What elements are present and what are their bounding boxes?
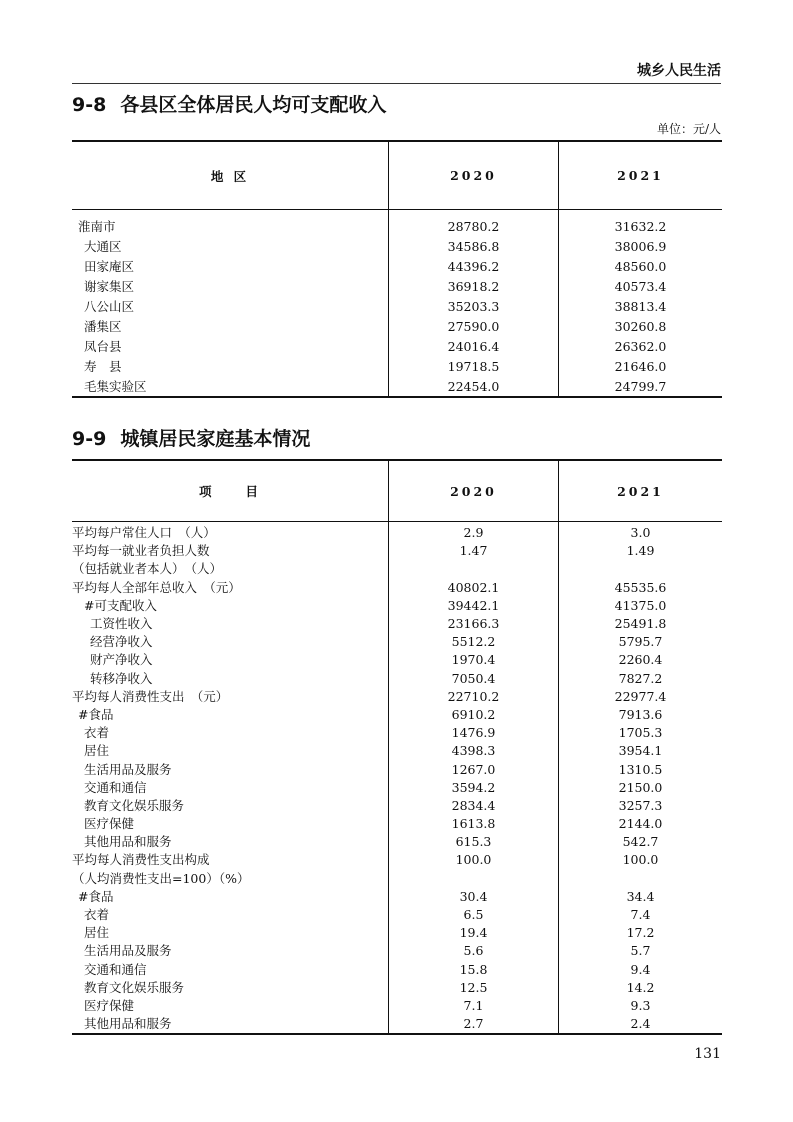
table-row: [72, 336, 722, 356]
value-2020: 2.7: [389, 1015, 559, 1034]
value-2021: 5.7: [630, 943, 651, 959]
table1-number: 9-8: [72, 94, 107, 116]
table-row: [72, 742, 722, 760]
value-2020: 5.6: [389, 942, 559, 960]
value-2021: 7827.2: [618, 670, 663, 686]
table-row: [72, 356, 722, 376]
table1-unit: 单位：元/人: [656, 122, 721, 136]
value-2021: 38006.9: [614, 238, 667, 254]
table-row: [72, 651, 722, 669]
row-label: 平均每一就业者负担人数: [72, 542, 389, 560]
table-row: [72, 997, 722, 1015]
table-row: [72, 851, 722, 869]
row-label: 工资性收入: [72, 615, 389, 633]
value-2020: 40802.1: [389, 579, 559, 597]
value-2020: 24016.4: [389, 336, 559, 356]
table-row: [72, 316, 722, 336]
value-2020: 19718.5: [389, 356, 559, 376]
value-2020: 36918.2: [389, 276, 559, 296]
table-row: [72, 597, 722, 615]
value-2020: 5512.2: [389, 633, 559, 651]
value-2020: 7.1: [389, 997, 559, 1015]
table-row: [72, 815, 722, 833]
table-row: [72, 724, 722, 742]
row-label: 平均每人全部年总收入 （元）: [72, 579, 389, 597]
row-label: 平均每人消费性支出构成: [72, 851, 389, 869]
value-2020: 22454.0: [389, 376, 559, 397]
table-row: [72, 615, 722, 633]
table1-title: [72, 90, 386, 117]
row-label: 转移净收入: [72, 670, 389, 688]
value-2020: 30.4: [389, 888, 559, 906]
value-2021: 22977.4: [614, 688, 667, 704]
value-2020: 6.5: [389, 906, 559, 924]
table2-col-item: 项 目: [72, 460, 389, 522]
value-2020: 2834.4: [389, 797, 559, 815]
table2-title: [72, 424, 310, 451]
section-header: 城乡人民生活: [637, 63, 721, 79]
value-2021: 30260.8: [614, 318, 667, 334]
value-2021: 45535.6: [614, 579, 667, 595]
table2-col-2021: 2021: [559, 460, 723, 522]
table-row: [72, 779, 722, 797]
row-label: 其他用品和服务: [72, 1015, 389, 1034]
value-2021: 3954.1: [618, 743, 663, 759]
table2: [72, 459, 722, 1035]
table-row: [72, 296, 722, 316]
table2-body: [72, 522, 722, 1035]
value-2020: 15.8: [389, 961, 559, 979]
row-label: 交通和通信: [72, 961, 389, 979]
value-2021: 31632.2: [614, 218, 667, 234]
table1: [72, 140, 722, 398]
table2-title-text: 城镇居民家庭基本情况: [120, 428, 311, 450]
row-label: 生活用品及服务: [72, 942, 389, 960]
row-label: 淮南市: [72, 210, 389, 237]
table-row: [72, 256, 722, 276]
table-row: [72, 888, 722, 906]
value-2020: 1.47: [389, 542, 559, 560]
table1-col-2021: 2021: [559, 141, 723, 210]
value-2020: 22710.2: [389, 688, 559, 706]
value-2021: 9.3: [630, 997, 651, 1013]
table-row: [72, 942, 722, 960]
table-row: [72, 1015, 722, 1034]
value-2021: 3.0: [630, 525, 651, 541]
table-row: [72, 924, 722, 942]
value-2020: 3594.2: [389, 779, 559, 797]
row-label: 其他用品和服务: [72, 833, 389, 851]
value-2020: 1267.0: [389, 760, 559, 778]
value-2020: 7050.4: [389, 670, 559, 688]
value-2021: 41375.0: [614, 597, 667, 613]
table-row: [72, 522, 722, 543]
table-row: [72, 906, 722, 924]
row-label: 居住: [72, 924, 389, 942]
table-row: [72, 688, 722, 706]
row-label: （人均消费性支出=100）（%）: [72, 870, 389, 888]
value-2021: 100.0: [622, 852, 659, 868]
row-label: 谢家集区: [72, 276, 389, 296]
row-label: 平均每户常住人口 （人）: [72, 522, 389, 543]
value-2020: 615.3: [389, 833, 559, 851]
page-number: 131: [694, 1046, 721, 1062]
table1-body: [72, 210, 722, 398]
value-2021: 2150.0: [618, 779, 663, 795]
table-row: [72, 979, 722, 997]
value-2021: 3257.3: [618, 797, 663, 813]
value-2020: 6910.2: [389, 706, 559, 724]
table-row: [72, 633, 722, 651]
table-row: [72, 236, 722, 256]
table2-col-2020: 2020: [389, 460, 559, 522]
row-label: 医疗保健: [72, 997, 389, 1015]
table2-header-row: [72, 460, 722, 522]
value-2020: 100.0: [389, 851, 559, 869]
value-2021: 7.4: [630, 907, 651, 923]
table-row: [72, 797, 722, 815]
table-row: [72, 210, 722, 237]
value-2020: 1613.8: [389, 815, 559, 833]
value-2020: 4398.3: [389, 742, 559, 760]
row-label: 经营净收入: [72, 633, 389, 651]
value-2021: 9.4: [630, 961, 651, 977]
header-rule: [72, 83, 721, 84]
table-row: [72, 706, 722, 724]
row-label: 八公山区: [72, 296, 389, 316]
row-label: 田家庵区: [72, 256, 389, 276]
value-2021: 14.2: [626, 979, 655, 995]
value-2020: 34586.8: [389, 236, 559, 256]
value-2020: 28780.2: [389, 210, 559, 237]
value-2021: 1705.3: [618, 725, 663, 741]
row-label: 教育文化娱乐服务: [72, 979, 389, 997]
value-2021: 48560.0: [614, 258, 667, 274]
table2-number: 9-9: [72, 428, 107, 450]
row-label: 平均每人消费性支出 （元）: [72, 688, 389, 706]
row-label: 教育文化娱乐服务: [72, 797, 389, 815]
value-2021: 26362.0: [614, 338, 667, 354]
value-2021: 17.2: [626, 925, 655, 941]
table-row: [72, 542, 722, 560]
value-2020: 39442.1: [389, 597, 559, 615]
value-2020: 27590.0: [389, 316, 559, 336]
row-label: （包括就业者本人） （人）: [72, 560, 389, 578]
value-2020: 2.9: [389, 522, 559, 543]
row-label: #可支配收入: [72, 597, 389, 615]
table-row: [72, 560, 722, 578]
table-row: [72, 276, 722, 296]
value-2021: 7913.6: [618, 706, 663, 722]
table-row: [72, 376, 722, 397]
row-label: 交通和通信: [72, 779, 389, 797]
table1-header-row: [72, 141, 722, 210]
row-label: #食品: [72, 888, 389, 906]
value-2020: 12.5: [389, 979, 559, 997]
value-2020: [389, 560, 559, 578]
value-2021: 1.49: [626, 543, 655, 559]
value-2020: 44396.2: [389, 256, 559, 276]
row-label: 居住: [72, 742, 389, 760]
value-2020: 19.4: [389, 924, 559, 942]
table-row: [72, 579, 722, 597]
value-2021: [559, 560, 723, 578]
table-row: [72, 670, 722, 688]
row-label: 寿 县: [72, 356, 389, 376]
value-2021: 40573.4: [614, 278, 667, 294]
value-2020: 23166.3: [389, 615, 559, 633]
row-label: 生活用品及服务: [72, 760, 389, 778]
table1-col-region: 地 区: [72, 141, 389, 210]
table-row: [72, 870, 722, 888]
value-2021: 24799.7: [614, 378, 667, 394]
value-2021: 1310.5: [618, 761, 663, 777]
table-row: [72, 833, 722, 851]
value-2021: 542.7: [622, 834, 659, 850]
row-label: 财产净收入: [72, 651, 389, 669]
value-2021: 38813.4: [614, 298, 667, 314]
value-2021: 21646.0: [614, 358, 667, 374]
row-label: 凤台县: [72, 336, 389, 356]
value-2021: 2260.4: [618, 652, 663, 668]
table1-col-2020: 2020: [389, 141, 559, 210]
row-label: 潘集区: [72, 316, 389, 336]
row-label: 毛集实验区: [72, 376, 389, 397]
value-2020: [389, 870, 559, 888]
row-label: 衣着: [72, 724, 389, 742]
table-row: [72, 760, 722, 778]
value-2020: 35203.3: [389, 296, 559, 316]
value-2021: 34.4: [626, 888, 655, 904]
value-2021: 25491.8: [614, 616, 667, 632]
row-label: 大通区: [72, 236, 389, 256]
row-label: #食品: [72, 706, 389, 724]
value-2021: 5795.7: [618, 634, 663, 650]
table-row: [72, 961, 722, 979]
row-label: 衣着: [72, 906, 389, 924]
value-2020: 1970.4: [389, 651, 559, 669]
value-2021: 2.4: [630, 1016, 651, 1032]
value-2021: 2144.0: [618, 816, 663, 832]
row-label: 医疗保健: [72, 815, 389, 833]
value-2021: [559, 870, 723, 888]
table1-title-text: 各县区全体居民人均可支配收入: [120, 94, 387, 116]
value-2020: 1476.9: [389, 724, 559, 742]
